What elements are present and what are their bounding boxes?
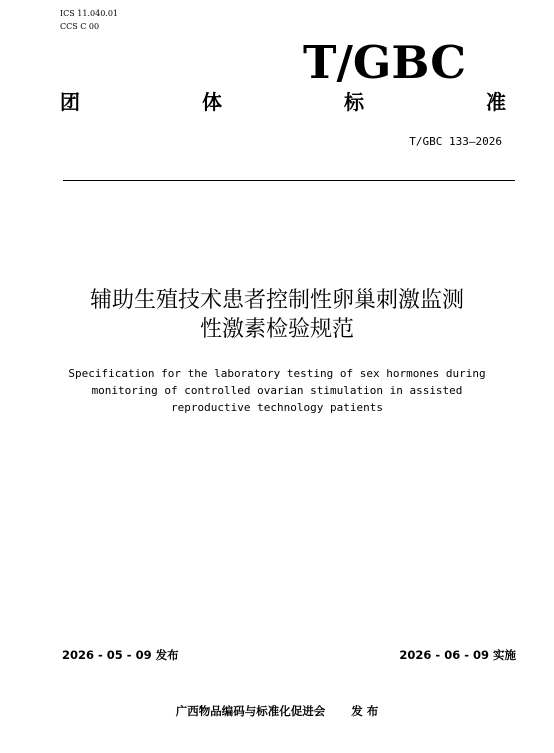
standard-number: T/GBC 133—2026 <box>409 135 502 148</box>
publisher-row <box>0 703 554 719</box>
standard-logo: T/GBC <box>303 36 467 89</box>
title-cn-line2: 性激素检验规范 <box>199 317 354 342</box>
ics-code: ICS 11.040.01 <box>60 9 119 18</box>
ccs-code: CCS C 00 <box>60 22 100 31</box>
title-en-line3: reproductive technology patients <box>171 401 383 414</box>
implementation-date: 2026 - 06 - 09 实施 <box>399 648 516 662</box>
title-en-line2: monitoring of controlled ovarian stimulation in assisted <box>91 384 463 397</box>
issue-date: 2026 - 05 - 09 发布 <box>62 648 179 662</box>
header-divider <box>63 180 515 181</box>
standard-type-char: 团 <box>60 90 80 114</box>
title-en-line1: Specification for the laboratory testing of sex hormones during <box>68 367 486 380</box>
standard-type-char: 体 <box>202 90 222 114</box>
standard-type-char: 标 <box>344 90 364 114</box>
publisher-action: 发 布 <box>351 704 379 718</box>
standard-type-char: 准 <box>486 90 506 114</box>
title-cn-line1: 辅助生殖技术患者控制性卵巢刺激监测 <box>89 288 464 313</box>
publisher-org: 广西物品编码与标准化促进会 <box>175 704 326 718</box>
